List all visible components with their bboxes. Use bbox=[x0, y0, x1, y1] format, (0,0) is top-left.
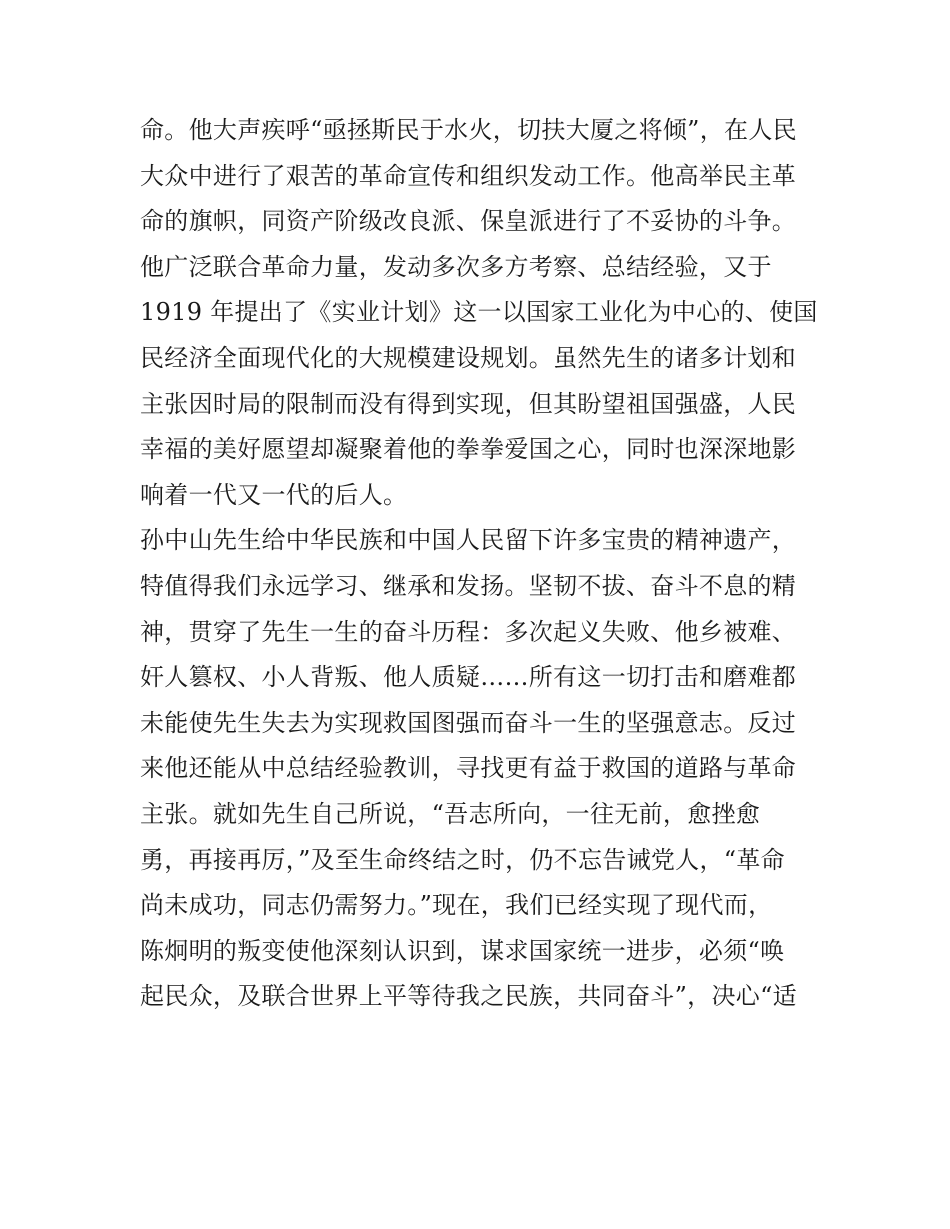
text-line: 命。他大声疾呼“亟拯斯民于水火，切扶大厦之将倾”，在人民 bbox=[140, 116, 797, 144]
text-line: 特值得我们永远学习、继承和发扬。坚韧不拔、奋斗不息的精 bbox=[140, 571, 797, 600]
text-line: 勇，再接再厉，”及至生命终结之时，仍不忘告诫党人，“革命 bbox=[140, 845, 785, 874]
text-line: 来他还能从中总结经验教训，寻找更有益于救国的道路与革命 bbox=[140, 754, 797, 783]
text-line: 大众中进行了艰苦的革命宣传和组织发动工作。他高举民主革 bbox=[140, 161, 797, 190]
text-line: 尚未成功，同志仍需努力。”现在，我们已经实现了现代而， bbox=[140, 891, 773, 920]
text-line: 奸人篡权、小人背叛、他人质疑……所有这一切打击和磨难都 bbox=[140, 663, 797, 692]
text-line: 他广泛联合革命力量，发动多次多方考察、总结经验，又于 bbox=[140, 252, 772, 281]
text-line: 陈炯明的叛变使他深刻认识到，谋求国家统一进步，必须“唤 bbox=[140, 936, 785, 965]
text-line: 命的旗帜，同资产阶级改良派、保皇派进行了不妥协的斗争。 bbox=[140, 207, 797, 236]
text-line: 主张因时局的限制而没有得到实现，但其盼望祖国强盛，人民 bbox=[140, 389, 797, 418]
text-line: 主张。就如先生自己所说，“吾志所向，一往无前，愈挫愈 bbox=[140, 799, 761, 828]
body-text bbox=[140, 108, 820, 1020]
text-line: 幸福的美好愿望却凝聚着他的拳拳爱国之心，同时也深深地影 bbox=[140, 435, 797, 464]
text-line: 1919 年提出了《实业计划》这一以国家工业化为中心的、使国 bbox=[140, 298, 818, 327]
text-line: 响着一代又一代的后人。 bbox=[140, 480, 408, 509]
text-line: 神，贯穿了先生一生的奋斗历程：多次起义失败、他乡被难、 bbox=[140, 617, 797, 646]
text-line: 起民众，及联合世界上平等待我之民族，共同奋斗”，决心“适 bbox=[140, 982, 797, 1011]
text-line: 民经济全面现代化的大规模建设规划。虽然先生的诸多计划和 bbox=[140, 343, 797, 372]
text-line: 未能使先生失去为实现救国图强而奋斗一生的坚强意志。反过 bbox=[140, 708, 797, 737]
text-line: 孙中山先生给中华民族和中国人民留下许多宝贵的精神遗产， bbox=[140, 526, 797, 555]
